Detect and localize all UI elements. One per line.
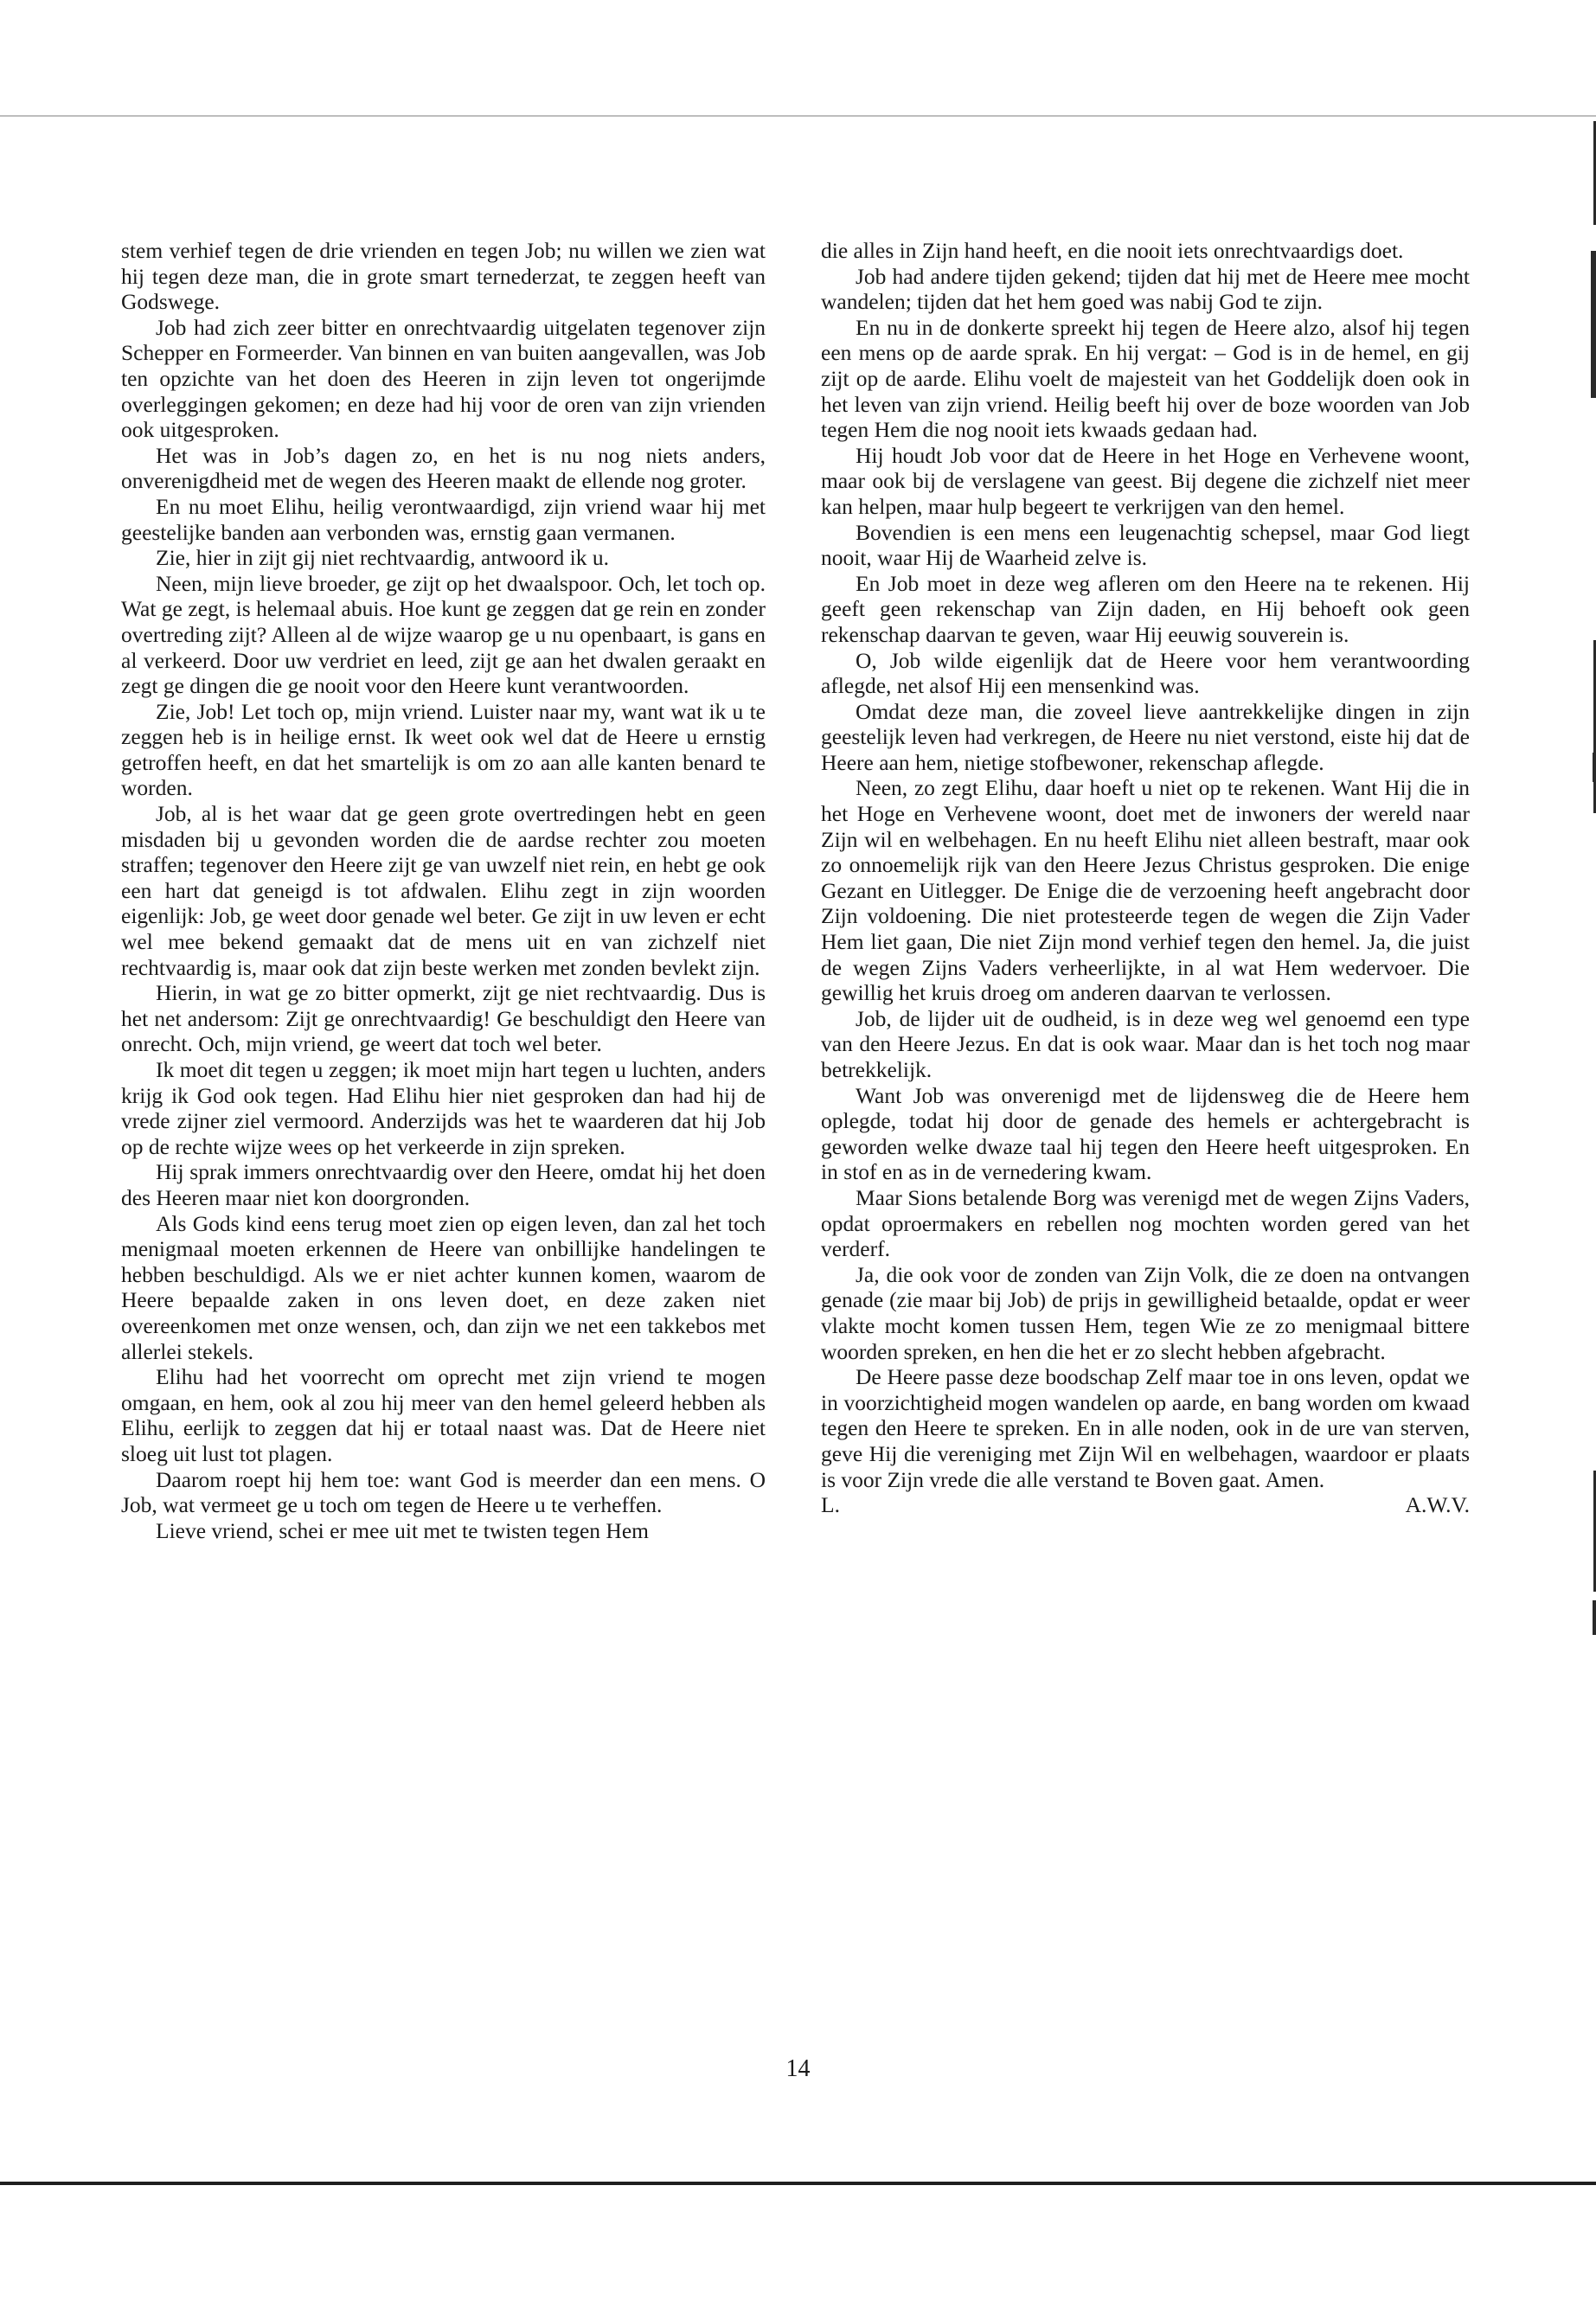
edge-mark [1593,753,1596,782]
paragraph: Het was in Job’s dagen zo, en het is nu nog niets anders, onverenigdheid met de wegen des Heeren maakt de ellende nog groter. [121,442,766,494]
paragraph: Als Gods kind eens terug moet zien op eigen leven, dan zal het toch menigmaal moeten erkennen de Heere van onbillijke handelingen te hebben beschuldigd. Als we er niet achter kunnen komen, waarom de Heere bepaalde zaken in ons leven doet, en deze zaken niet overeenkomen met onze wensen, och, dan zijn we net een takkebos met allerlei stekels. [121,1210,766,1364]
signature-initials: A.W.V. [1405,1492,1470,1518]
paragraph: Zie, hier in zijt gij niet rechtvaardig, antwoord ik u. [156,545,610,571]
paragraph: De Heere passe deze boodschap Zelf maar toe in ons leven, opdat we in voorzichtigheid mogen wandelen op aarde, en bang worden om kwaad tegen den Heere te spreken. En in alle noden, ook in de ure van sterven, geve Hij die vereniging met Zijn Wil en welbehagen, waardoor er plaats is voor Zijn vrede die alle verstand te Boven gaat. Amen. [821,1364,1470,1492]
paragraph: Ik moet dit tegen u zeggen; ik moet mijn hart tegen u luchten, anders krijg ik God ook tegen. Had Elihu hier niet gesproken dan had hij de vrede zijner ziel vermoord. Anderzijds was het te waarderen dat hij Job op de rechte wijze wees op het verkeerde in zijn spreken. [121,1057,766,1159]
left-column [121,238,766,1543]
paragraph: Job had andere tijden gekend; tijden dat hij met de Heere mee mocht wandelen; tijden dat het hem goed was nabij God te zijn. [821,263,1470,315]
paragraph: Hierin, in wat ge zo bitter opmerkt, zijt ge niet rechtvaardig. Dus is het net andersom: Zijt ge onrechtvaardig! Ge beschuldigt den Heere van onrecht. Och, mijn vriend, ge weert dat toch wel beter. [121,980,766,1057]
paragraph: Ja, die ook voor de zonden van Zijn Volk, die ze doen na ontvangen genade (zie maar bij Job) de prijs in gewilligheid betaalde, opdat er weer vlakte mocht komen tussen Hem, tegen Wie ze zo menigmaal bittere woorden spreken, en hen die het er zo slecht hebben afgebracht. [821,1261,1470,1364]
paragraph: Maar Sions betalende Borg was verenigd met de wegen Zijns Vaders, opdat oproermakers en rebellen nog mochten worden gered van het verderf. [821,1184,1470,1262]
paragraph: En nu in de donkerte spreekt hij tegen de Heere alzo, alsof hij tegen een mens op de aarde sprak. En hij vergat: – God is in de hemel, en gij zijt op de aarde. Elihu voelt de majesteit van het Goddelijk doen ook in het leven van zijn vriend. Heilig beeft hij over de boze woorden van Job tegen Hem die nog nooit iets kwaads gedaan had. [821,314,1470,443]
paragraph: Want Job was onverenigd met de lijdensweg die de Heere hem oplegde, todat hij door de genade des hemels er achtergebracht is geworden welke dwaze taal hij tegen den Heere heeft uitgesproken. En in stof en as in de vernedering kwam. [821,1082,1470,1185]
paragraph: Omdat deze man, die zoveel lieve aantrekkelijke dingen in zijn geestelijk leven had verkregen, de Heere nu niet verstond, eiste hij dat de Heere aan hem, nietige stofbewoner, rekenschap aflegde. [821,698,1470,775]
paragraph: Job, al is het waar dat ge geen grote overtredingen hebt en geen misdaden bij u gevonden worden die de aardse rechter zou moeten straffen; tegenover den Heere zijt ge van uwzelf niet rein, en hebt ge ook een hart dat geneigd is tot afdwalen. Elihu zegt in zijn woorden eigenlijk: Job, ge weet door genade wel beter. Ge zijt in uw leven er echt wel mee bekend gemaakt dat de mens uit en van zichzelf niet rechtvaardig is, maar ook dat zijn beste werken met zonden bevlekt zijn. [121,801,766,980]
paragraph: Hij sprak immers onrechtvaardig over den Heere, omdat hij het doen des Heeren maar niet kon doorgronden. [121,1159,766,1210]
paragraph: stem verhief tegen de drie vrienden en tegen Job; nu willen we zien wat hij tegen deze man, die in grote smart ternederzat, te zeggen heeft van Godswege. [121,238,766,315]
right-column [821,238,1470,1518]
edge-mark [1591,251,1596,398]
paragraph: Daarom roept hij hem toe: want God is meerder dan een mens. O Job, wat vermeet ge u toch om tegen de Heere u te verheffen. [121,1466,766,1518]
top-rule [0,115,1596,117]
signature-place: L. [821,1492,840,1518]
scan-edge-marks [1589,121,1596,2180]
bottom-rule [0,2182,1596,2185]
paragraph: O, Job wilde eigenlijk dat de Heere voor hem verantwoording aflegde, net alsof Hij een mensenkind was. [821,647,1470,699]
page-number: 14 [785,2055,811,2082]
paragraph: Elihu had het voorrecht om oprecht met zijn vriend te mogen omgaan, en hem, ook al zou hij meer van den hemel geleerd hebben als Elihu, eerlijk to zeggen dat hij er totaal naast was. Dat de Heere niet sloeg uit lust tot plagen. [121,1364,766,1466]
paragraph: Zie, Job! Let toch op, mijn vriend. Luister naar my, want wat ik u te zeggen heb is in heilige ernst. Ik weet ook wel dat de Heere u ernstig getroffen heeft, en dat het smartelijk is om zo aan alle kanten benard te worden. [121,698,766,801]
paragraph: En Job moet in deze weg afleren om den Heere na te rekenen. Hij geeft geen rekenschap van Zijn daden, en Hij behoeft ook geen rekenschap daarvan te geven, waar Hij eeuwig souverein is. [821,570,1470,647]
paragraph: Neen, mijn lieve broeder, ge zijt op het dwaalspoor. Och, let toch op. Wat ge zegt, is helemaal abuis. Hoe kunt ge zeggen dat ge rein en zonder overtreding zijt? Alleen al de wijze waarop ge u nu openbaart, is gans en al verkeerd. Door uw verdriet en leed, zijt ge aan het dwalen geraakt en zegt ge dingen die ge nooit voor den Heere kunt verantwoorden. [121,570,766,699]
paragraph: Bovendien is een mens een leugenachtig schepsel, maar God liegt nooit, waar Hij de Waarheid zelve is. [821,519,1470,571]
paragraph: Job had zich zeer bitter en onrechtvaardig uitgelaten tegenover zijn Schepper en Formeerder. Van binnen en van buiten aangevallen, was Job ten opzichte van het doen des Heeren in zijn leven tot ongerijmde overleggingen gekomen; en deze had hij voor de oren van zijn vrienden ook uitgesproken. [121,314,766,443]
paragraph: Neen, zo zegt Elihu, daar hoeft u niet op te rekenen. Want Hij die in het Hoge en Verhevene woont, doet met de inwoners der wereld naar Zijn wil en welbehagen. En nu heeft Elihu niet alleen bestraft, maar ook zo onnoemelijk rijk van den Heere Jezus Christus gesproken. Die enige Gezant en Uitlegger. De Enige die de verzoening heeft angebracht door Zijn voldoening. Die niet protesteerde tegen de wegen die Zijn Vader Hem liet gaan, Die niet Zijn mond verhief tegen den hemel. Ja, die juist de wegen Zijns Vaders verheerlijkte, in al wat Hem wedervoer. Die gewillig het kruis droeg om anderen daarvan te verlossen. [821,775,1470,1006]
signature-line [821,1492,1470,1518]
paragraph: Job, de lijder uit de oudheid, is in deze weg wel genoemd een type van den Heere Jezus. En dat is ook waar. Maar dan is het toch nog maar betrekkelijk. [821,1005,1470,1082]
paragraph: Lieve vriend, schei er mee uit met te twisten tegen Hem [156,1517,650,1543]
paragraph: die alles in Zijn hand heeft, en die nooit iets onrechtvaardigs doet. [821,238,1404,263]
paragraph: Hij houdt Job voor dat de Heere in het Hoge en Verhevene woont, maar ook bij de verslagene van geest. Bij degene die zichzelf niet meer kan helpen, maar hulp begeert te verkrijgen van den hemel. [821,442,1470,519]
paragraph: En nu moet Elihu, heilig verontwaardigd, zijn vriend waar hij met geestelijke banden aan verbonden was, ernstig gaan vermanen. [121,493,766,545]
edge-mark [1593,1600,1596,1635]
